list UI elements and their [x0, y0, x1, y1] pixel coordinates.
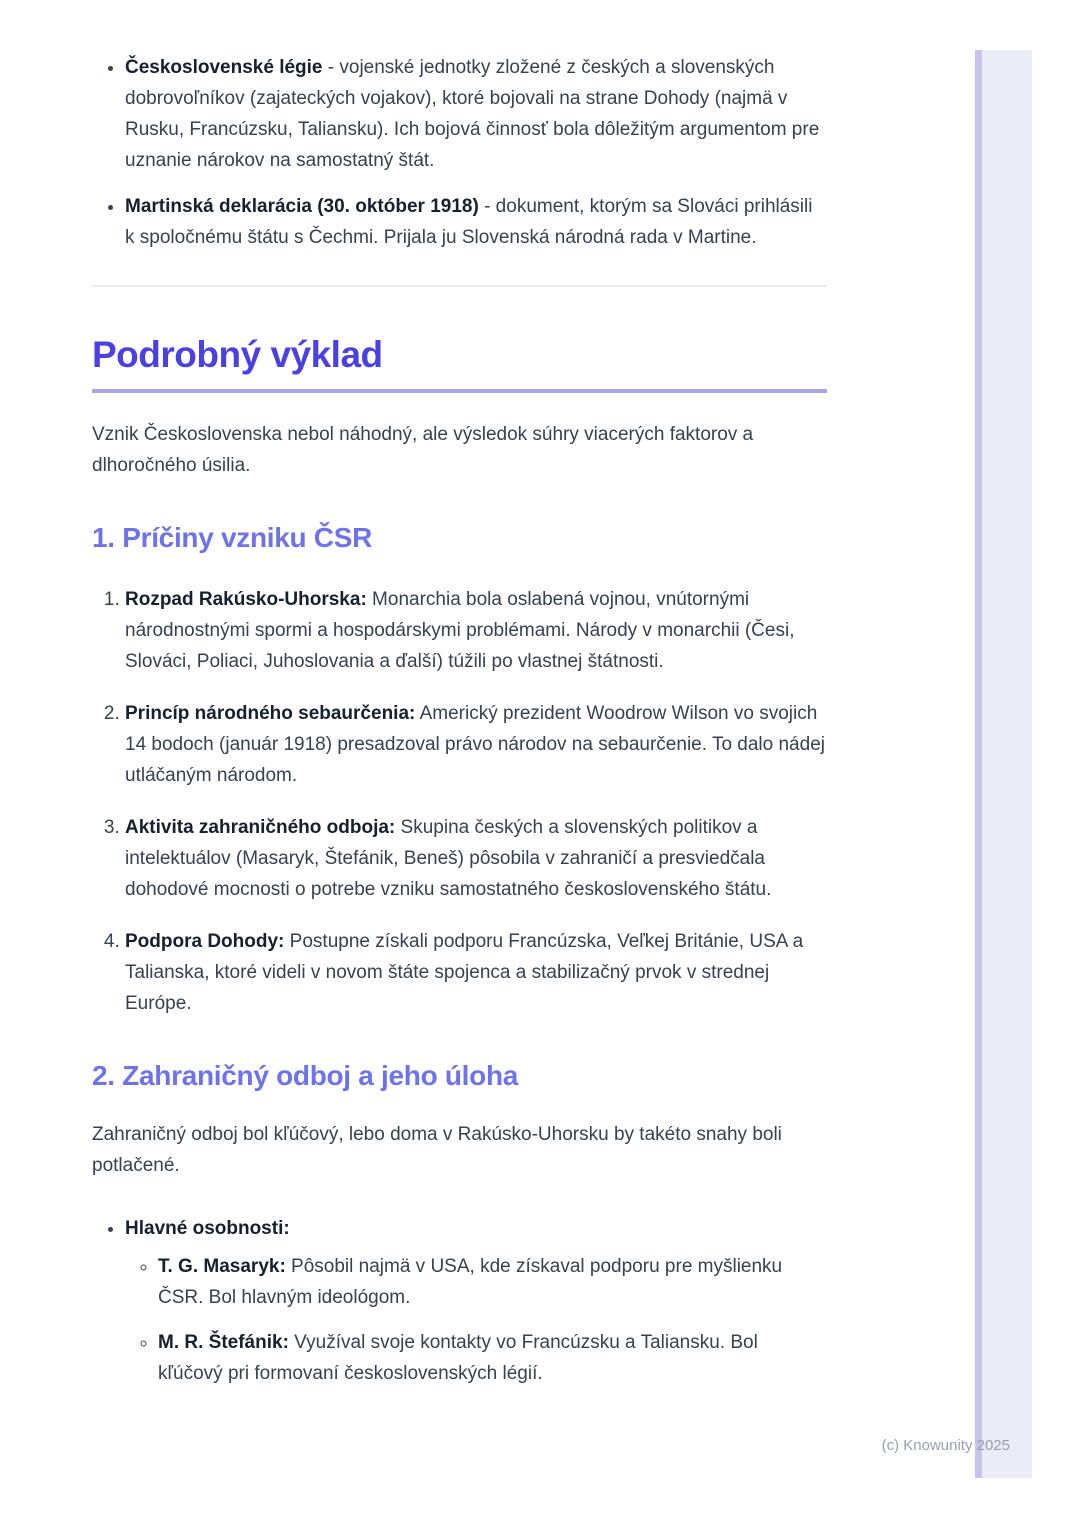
- definition-term: Martinská deklarácia (30. október 1918): [125, 196, 479, 217]
- causes-list: [92, 584, 827, 1019]
- person-item-stefanik: [158, 1327, 827, 1389]
- personalities-list-heading: Hlavné osobnosti:: [125, 1218, 290, 1239]
- person-text: Pôsobil najmä v USA, kde získaval podporu pre myšlienku ČSR. Bol hlavným ideológom.: [158, 1256, 783, 1308]
- definition-list: [92, 52, 827, 253]
- definition-item-martinska-deklaracia: [125, 191, 827, 253]
- definition-term: Československé légie: [125, 57, 323, 78]
- personalities-list: [92, 1213, 827, 1389]
- document-body: [92, 0, 827, 1403]
- cause-item-4: [125, 926, 827, 1019]
- person-text: Využíval svoje kontakty vo Francúzsku a Taliansku. Bol kľúčový pri formovaní československých légií.: [158, 1332, 758, 1384]
- cause-text: Americký prezident Woodrow Wilson vo svojich 14 bodoch (január 1918) presadzoval právo národov na sebaurčenie. To dalo nádej utláčaným národom.: [125, 703, 825, 786]
- cause-term: Princíp národného sebaurčenia:: [125, 703, 416, 724]
- cause-item-2: [125, 698, 827, 791]
- page-title: Podrobný výklad: [92, 333, 827, 393]
- cause-text: Skupina českých a slovenských politikov a intelektuálov (Masaryk, Štefánik, Beneš) pôsobila v zahraničí a presviedčala dohodové mocnosti o potrebe vzniku samostatného československého štátu.: [125, 817, 772, 900]
- right-page-edge-panel: [975, 50, 1032, 1478]
- cause-text: Monarchia bola oslabená vojnou, vnútornými národnostnými spormi a hospodárskymi problémami. Národy v monarchii (Česi, Slováci, Poliaci, Juhoslovania a ďalší) túžili po vlastnej štátnosti.: [125, 589, 795, 672]
- definition-item-legie: [125, 52, 827, 176]
- cause-term: Podpora Dohody:: [125, 931, 285, 952]
- cause-item-1: [125, 584, 827, 677]
- copyright-notice: (c) Knowunity 2025: [881, 1437, 1010, 1454]
- cause-text: Postupne získali podporu Francúzska, Veľkej Británie, USA a Talianska, ktoré videli v novom štáte spojenca a stabilizačný prvok v strednej Európe.: [125, 931, 804, 1014]
- person-item-masaryk: [158, 1251, 827, 1313]
- section-2-intro: Zahraničný odboj bol kľúčový, lebo doma v Rakúsko-Uhorsku by takéto snahy boli potlačené.: [92, 1124, 782, 1176]
- cause-term: Rozpad Rakúsko-Uhorska:: [125, 589, 367, 610]
- definition-text: - dokument, ktorým sa Slováci prihlásili k spoločnému štátu s Čechmi. Prijala ju Slovenská národná rada v Martine.: [125, 196, 813, 248]
- cause-term: Aktivita zahraničného odboja:: [125, 817, 396, 838]
- intro-paragraph: Vznik Československa nebol náhodný, ale výsledok súhry viacerých faktorov a dlhoročného úsilia.: [92, 424, 754, 476]
- section-divider: [92, 285, 827, 287]
- personalities-sublist: [125, 1251, 827, 1389]
- right-page-edge-strip: [975, 50, 982, 1478]
- section-1-heading: 1. Príčiny vzniku ČSR: [92, 522, 373, 553]
- person-term: M. R. Štefánik:: [158, 1332, 289, 1353]
- personalities-list-heading-item: [125, 1213, 827, 1389]
- section-2-heading: 2. Zahraničný odboj a jeho úloha: [92, 1060, 519, 1091]
- definition-text: - vojenské jednotky zložené z českých a slovenských dobrovoľníkov (zajateckých vojakov), ktoré bojovali na strane Dohody (najmä v Rusku, Francúzsku, Taliansku). Ich bojová činnosť bola dôležitým argumentom pre uznanie nárokov na samostatný štát.: [125, 57, 820, 171]
- cause-item-3: [125, 812, 827, 905]
- person-term: T. G. Masaryk:: [158, 1256, 286, 1277]
